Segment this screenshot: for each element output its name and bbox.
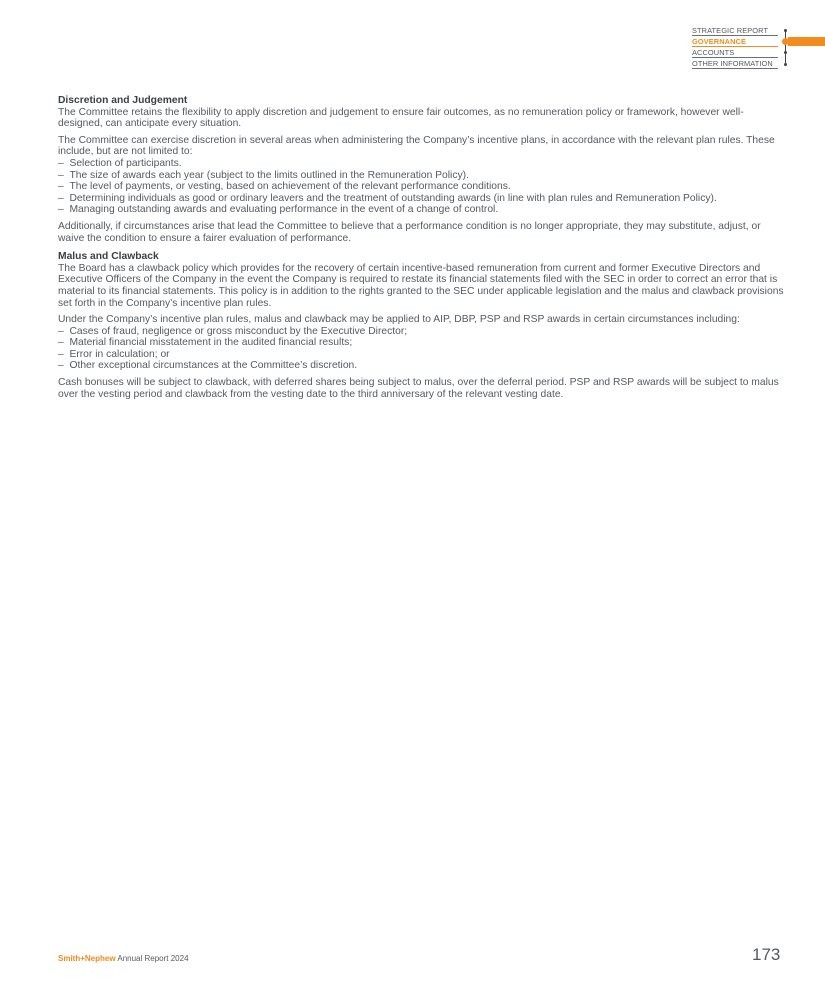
main-content [58,95,788,405]
nav-active-bar [788,37,825,46]
list-item: – The level of payments, or vesting, based on achievement of the relevant performance conditions. [58,181,788,193]
paragraph: Additionally, if circumstances arise that lead the Committee to believe that a performance condition is no longer appropriate, they may substitute, adjust, or waive the condition to ensure a fairer evaluation of performance. [58,220,761,244]
footer [58,954,189,963]
section-heading: Discretion and Judgement [58,95,188,106]
list-item: – Determining individuals as good or ordinary leavers and the treatment of outstanding awards (in line with plan rules and Remuneration Policy). [58,193,788,205]
paragraph: The Committee retains the flexibility to apply discretion and judgement to ensure fair outcomes, as no remuneration policy or framework, however well-designed, can anticipate every situation. [58,106,744,130]
malus-section [58,251,788,400]
nav-item-governance[interactable]: GOVERNANCE [692,36,778,47]
list-item: – Managing outstanding awards and evaluating performance in the event of a change of control. [58,204,788,216]
nav-item-strategic-report[interactable]: STRATEGIC REPORT [692,25,778,36]
paragraph: Under the Company’s incentive plan rules, malus and clawback may be applied to AIP, DBP, PSP and RSP awards in certain circumstances including: [58,314,740,326]
bullet-list [58,158,788,216]
nav-timeline [785,30,786,66]
paragraph: The Board has a clawback policy which provides for the recovery of certain incentive-based remuneration from current and former Executive Directors and Executive Officers of the Company in the event the Company is required to restate its financial statements filed with the SEC in order to correct an error that is material to its financial statements. This policy is in addition to the rights granted to the SEC under applicable legislation and the malus and clawback provisions set forth in the Company’s incentive plan rules. [58,262,784,309]
paragraph: The Committee can exercise discretion in several areas when administering the Company’s incentive plans, in accordance with the relevant plan rules. These include, but are not limited to: [58,134,775,158]
list-item: – Cases of fraud, negligence or gross misconduct by the Executive Director; [58,326,788,338]
brand-name: Smith+Nephew [58,954,116,963]
nav-dot [784,29,787,32]
nav-active-indicator [782,38,789,45]
report-title: Annual Report 2024 [117,954,189,963]
nav-dot [784,51,787,54]
list-item: – Material financial misstatement in the audited financial results; [58,337,788,349]
list-item: – Error in calculation; or [58,349,788,361]
nav-item-other-information[interactable]: OTHER INFORMATION [692,58,778,69]
bullet-list [58,326,788,372]
nav-item-accounts[interactable]: ACCOUNTS [692,47,778,58]
list-item: – Other exceptional circumstances at the Committee’s discretion. [58,360,788,372]
list-item: – Selection of participants. [58,158,788,170]
page-number: 173 [752,945,781,964]
section-navigation [692,25,825,69]
nav-dot [784,63,787,66]
discretion-section [58,95,788,244]
paragraph: Cash bonuses will be subject to clawback, with deferred shares being subject to malus, over the deferral period. PSP and RSP awards will be subject to malus over the vesting period and clawback from the vesting date to the third anniversary of the relevant vesting date. [58,377,779,400]
section-heading: Malus and Clawback [58,251,159,263]
list-item: – The size of awards each year (subject to the limits outlined in the Remuneration Policy). [58,170,788,182]
